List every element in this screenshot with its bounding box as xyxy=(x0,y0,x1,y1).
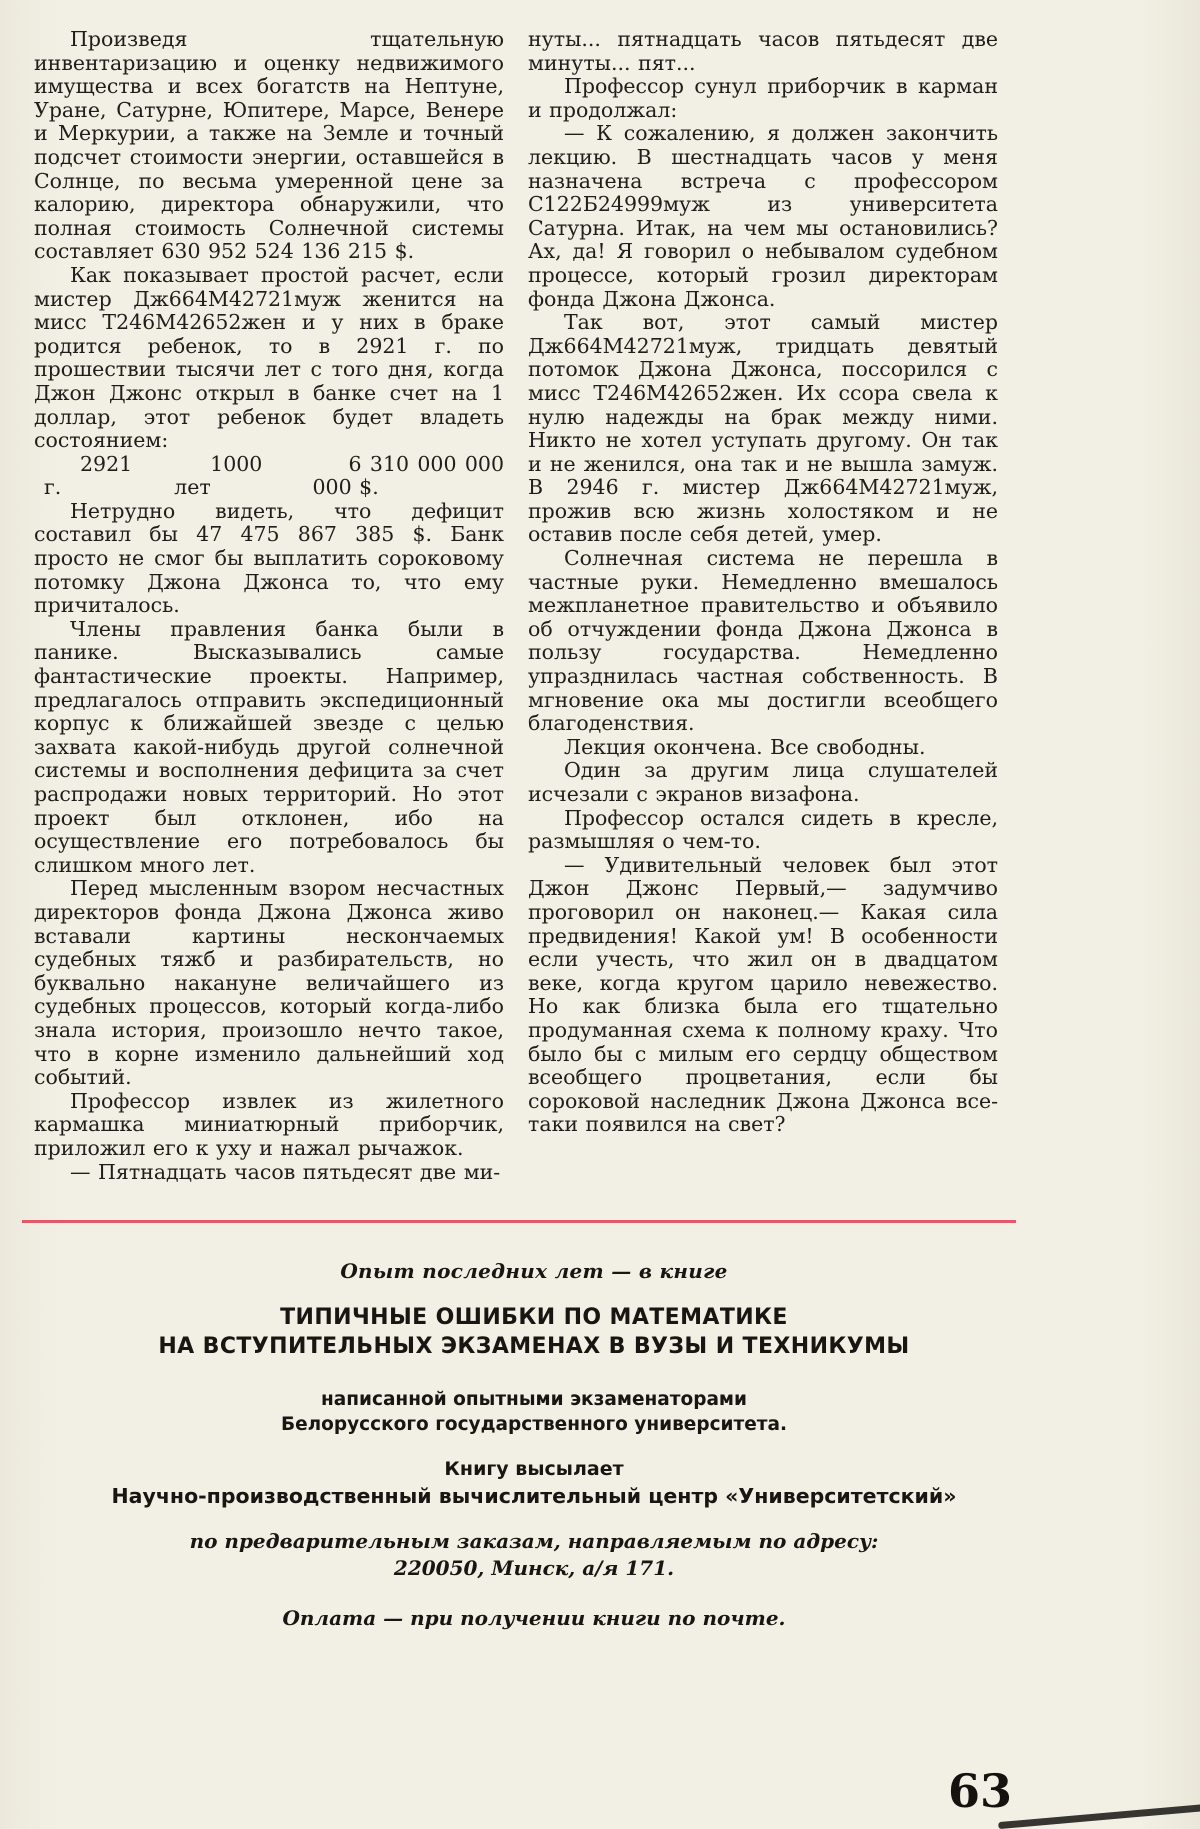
ad-order-info xyxy=(34,1528,1034,1582)
paragraph: Как показывает простой расчет, если мистер Дж664М42721муж женится на мисс Т246М42652жен и у них в браке родится ребенок, то в 2921 г. по прошествии тысячи лет с того дня, когда Джон Джонс открыл в банке счет на 1 доллар, этот ребенок будет владеть состоянием: xyxy=(34,262,504,453)
paragraph: Один за другим лица слушателей исчезали с экранов визафона. xyxy=(528,758,998,806)
scan-edge-mark xyxy=(998,1804,1200,1829)
paragraph: Члены правления банка были в панике. Высказывались самые фантастические проекты. Например, предлагалось отправить экспедиционный корпус к ближайшей звезде с целью захвата какой-нибудь другой солнечной системы и восполнения дефицита за счет распродажи новых территорий. Но этот проект был отклонен, ибо на осуществление его потребовалось бы слишком много лет. xyxy=(34,616,504,877)
section-divider-rule xyxy=(22,1220,1016,1223)
paragraph: Лекция окончена. Все свободны. xyxy=(564,734,926,759)
right-column xyxy=(528,28,998,1137)
ad-order-line2: 220050, Минск, а/я 171. xyxy=(393,1556,675,1581)
page-number: 63 xyxy=(947,1764,1012,1818)
paragraph: Произведя тщательную инвентаризацию и оценку недвижимого имущества и всех богатств на Нептуне, Уране, Сатурне, Юпитере, Марсе, Венере и Меркурии, а также на Земле и точный подсчет стоимости энергии, оставшейся в Солнце, по весьма умеренной цене за калорию, директора обнаружили, что полная стоимость Солнечной системы составляет 630 952 524 136 215 $. xyxy=(34,27,504,264)
ad-authors xyxy=(34,1387,1034,1437)
paragraph: Профессор остался сидеть в кресле, размышляя о чем-то. xyxy=(528,805,998,854)
ad-intro-text: Опыт последних лет — в книге xyxy=(340,1259,728,1284)
book-advertisement xyxy=(34,1259,1034,1630)
paragraph: — Удивительный человек был этот Джон Джонс Первый,— задумчиво проговорил он наконец.— Какая сила предвидения! Какой ум! В особенности если учесть, что жил он в двадцатом веке, когда кругом царило невежество. Но как близка была его тщательно продуманная схема к полному краху. Что было бы с милым его сердцу обществом всеобщего процветания, если бы сороковой наследник Джона Джонса все-таки появился на свет? xyxy=(528,852,998,1137)
ad-authors-line1: написанной опытными экзаменаторами xyxy=(320,1389,748,1411)
ad-book-title xyxy=(34,1303,1034,1361)
paragraph: — К сожалению, я должен закончить лекцию. В шестнадцать часов у меня назначена встреча с профессором С122Б24999муж из университета Сатурна. Итак, на чем мы остановились? Ах, да! Я говорил о небывалом судебном процессе, который грозил директорам фонда Джона Джонса. xyxy=(528,121,998,311)
ad-title-line1: ТИПИЧНЫЕ ОШИБКИ ПО МАТЕМАТИКЕ xyxy=(280,1305,788,1331)
equation-span: 1000 лет xyxy=(174,451,263,500)
ad-authors-line2: Белорусского государственного университета. xyxy=(280,1414,788,1436)
left-column xyxy=(34,28,504,1184)
paragraph: Профессор сунул приборчик в карман и продолжал: xyxy=(528,74,998,122)
ad-sender-name: Научно-производственный вычислительный центр «Университетский» xyxy=(111,1484,957,1509)
equation-amount: 6 310 000 000 000 $. xyxy=(312,451,504,500)
equation-line xyxy=(34,453,504,500)
paragraph: Нетрудно видеть, что дефицит составил бы 47 475 867 385 $. Банк просто не смог бы выплатить сороковому потомку Джона Джонса то, что ему причиталось. xyxy=(34,498,504,618)
paragraph: Перед мысленным взором несчастных директоров фонда Джона Джонса живо вставали картины нескончаемых судебных тяжб и разбирательств, но буквально накануне величайшего из судебных процессов, который когда-либо знала история, произошло нечто такое, что в корне изменило дальнейший ход событий. xyxy=(34,876,504,1090)
paragraph-continuation: нуты... пятнадцать часов пятьдесят две минуты... пят... xyxy=(528,27,998,75)
paragraph: Профессор извлек из жилетного кармашка миниатюрный приборчик, приложил его к уху и нажал рычажок. xyxy=(34,1088,504,1160)
paragraph: — Пятнадцать часов пятьдесят две ми- xyxy=(70,1159,501,1184)
paragraph: Так вот, этот самый мистер Дж664М42721муж, тридцать девятый потомок Джона Джонса, поссорился с мисс Т246М42652жен. Их ссора свела к нулю надежды на брак между ними. Никто не хотел уступать другому. Он так и не женился, она так и не вышла замуж. В 2946 г. мистер Дж664М42721муж, прожив всю жизнь холостяком и не оставив после себя детей, умер. xyxy=(528,310,998,547)
equation-year: 2921 г. xyxy=(44,451,133,500)
article-columns xyxy=(34,28,1200,1184)
ad-sender-label: Книгу высылает xyxy=(444,1458,624,1481)
ad-payment-note: Оплата — при получении книги по почте. xyxy=(282,1606,786,1631)
paragraph: Солнечная система не перешла в частные руки. Немедленно вмешалось межпланетное правительство и объявило об отчуждении фонда Джона Джонса в пользу государства. Немедленно упразднилась частная собственность. В мгновение ока мы достигли всеобщего благоденствия. xyxy=(528,546,998,736)
ad-order-line1: по предварительным заказам, направляемым по адресу: xyxy=(189,1529,879,1554)
ad-title-line2: НА ВСТУПИТЕЛЬНЫХ ЭКЗАМЕНАХ В ВУЗЫ И ТЕХНИКУМЫ xyxy=(158,1334,910,1360)
